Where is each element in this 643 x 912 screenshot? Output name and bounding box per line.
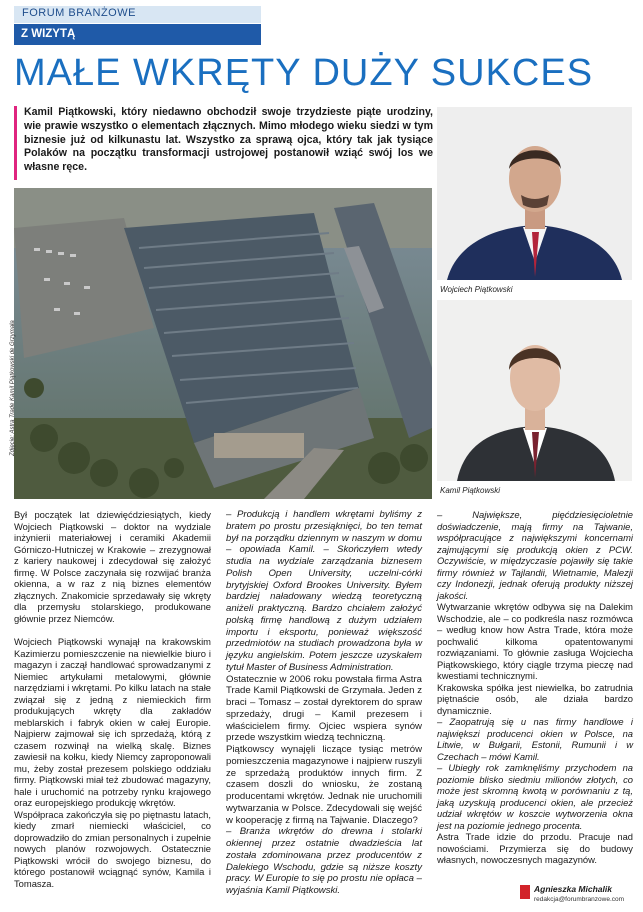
author-name: Agnieszka Michalik [534,884,612,894]
caption-wojciech: Wojciech Piątkowski [440,285,513,294]
article-column-3 [437,509,633,866]
author-accent-mark [520,885,530,899]
portrait-kamil-photo [437,300,632,481]
caption-kamil: Kamil Piątkowski [440,486,501,495]
paragraph: Był początek lat dziewięćdziesiątych, kiedy Wojciech Piątkowski – doktor na wydziale inżynierii materiałowej i ceramiki Akademii Górniczo-Hutniczej w Krakowie – zrezygnował z kariery naukowej i zdecydował się założyć firmę. W Polsce zaczynała się rozwijać branża okienna, a w raz z nią biznes elementów złącznych. Znakomicie sprzedawały się wkręty dla przemysłu stolarskiego, produkowane głównie przez Niemców. [14,509,211,624]
paragraph: Astra Trade idzie do przodu. Pracuje nad nowościami. Przymierza się do budowy własnych, nowoczesnych magazynów. [437,831,633,865]
paragraph: – Ubiegły rok zamknęliśmy przychodem na poziomie blisko siedmiu milionów złotych, co może jest skromną kwotą w porównaniu z tą, jaką uzyskują producenci okien, ale przecież udział wkrętów w koszcie wytworzenia okna jest na poziomie jednego procenta. [437,762,633,831]
aerial-factory-photo [14,188,432,499]
article-column-2 [226,509,422,897]
paragraph: Krakowska spółka jest niewielka, bo zatrudnia piętnaście osób, ale działa bardzo dynamicznie. [437,681,633,716]
paragraph: – Branża wkrętów do drewna i stolarki okiennej przez ostatnie dwadzieścia lat została zdominowana przez producentów z Dalekiego Wschodu, gdzie są niższe koszty pracy. W Europie to się po prostu nie opłaca – wyjaśnia Kamil Piątkowski. [226,826,422,896]
article-column-1 [14,509,211,889]
portrait-wojciech-photo [437,107,632,280]
author-email: redakcja@forumbranzowe.com [534,896,625,903]
paragraph: – Zaopatrują się u nas firmy handlowe i największi producenci okien w Polsce, na Litwie, w Bułgarii, Estonii, Rumunii i w Czechach – mówi Kamil. [437,716,633,762]
subsection-label: Z WIZYTĄ [21,28,76,40]
paragraph: Piątkowscy wynajęli liczące tysiąc metrów pomieszczenia magazynowe i najpierw ruszyli ze sprzedażą produktów innych firm. Z czasem doszli do wniosku, że zostaną producentami wkrętów. Jednak nie uruchomili wytwarzania w Polsce. Zdecydowali się wejść w kooperację z firmą na Tajwanie. Dlaczego? [226,744,422,826]
article-lead: Kamil Piątkowski, który niedawno obchodził swoje trzydzieste piąte urodziny, wie prawie wszystko o elementach złącznych. Mimo młodego wieku siedzi w tym biznesie już od kilkunastu lat. Wszystko za sprawą ojca, który tak jak tysiące Polaków na początku transformacji ustrojowej postanowił wziąć swój los we własne ręce. [24,106,433,174]
paragraph: – Produkcją i handlem wkrętami byliśmy z bratem po prostu przesiąknięci, bo ten temat był na porządku dziennym w naszym w domu – opowiada Kamil. – Skończyłem wtedy studia na wydziale zarządzania biznesem Polish Open University, uczelni-córki brytyjskiej Oxford Brookes University. Byłem bardziej naładowany wiedzą teoretyczną aniżeli praktyczną. Bardzo chciałem założyć polską firmę handlową z dużym udziałem importu i eksportu, ponieważ większość przedmiotów na studiach prowadzona była w języku angielskim. Potem jeszcze uzyskałem tytuł Master of Business Administration. [226,509,422,673]
paragraph: Współpraca zakończyła się po piętnastu latach, kiedy zmarł niemiecki właściciel, co doprowadziło do zmian personalnych i zupełnie nowych planów rozwojowych. Ostatecznie Piątkowski wrócił do swojego biznesu, do którego postanowił wciągnąć synów, Kamila i Tomasza. [14,808,211,889]
paragraph: Wojciech Piątkowski wynajął na krakowskim Kazimierzu pomieszczenie na niewielkie biuro i magazyn i zaczął handlować sprowadzanymi z Niemiec artykułami metalowymi, głównie narzędziami i wkrętami. Po kilku latach na stałe związał się z jedną z niemieckich firm produkujących wkręty dla zakładów meblarskich i fabryk okien w całej Europie. Najpierw zajmował się ich sprzedażą, którą z czasem rozwinął na wielką skalę. Biznes zawiesił na kołku, kiedy Niemcy zaproponowali mu, żeby został prezesem polskiego oddziału firmy. Piątkowski miał też zbudować magazyny, hale i uruchomić na potrzeby rynku krajowego oraz europejskiego produkcję wkrętów. [14,636,211,808]
paragraph: – Największe, pięćdziesięcioletnie doświadczenie, mają firmy na Tajwanie, współpracujące z największymi koncernami zajmującymi się produkcją okien z PCW. Oczywiście, w międzyczasie pojawiły się takie firmy również w Tajlandii, Wietnamie, Malezji czy Indonezji, jednak oferują produkty niższej jakości. [437,509,633,601]
paragraph: Wytwarzanie wkrętów odbywa się na Dalekim Wschodzie, ale – co podkreśla nasz rozmówca – według know how Astra Trade, która może pochwalić kilkoma opatentowanymi rozwiązaniami. To głównie zasługa Wojciecha Piątkowskiego, który ciągle trzyma pieczę nad kwestiami technicznymi. [437,601,633,681]
section-label: FORUM BRANŻOWE [22,7,136,19]
paragraph: Ostatecznie w 2006 roku powstała firma Astra Trade Kamil Piątkowski de Grzymała. Jeden z braci – Tomasz – został dyrektorem do spraw sprzedaży, drugi – Kamil prezesem i właścicielem firmy. Ojciec wspiera synów przede wszystkim wiedzą techniczną. [226,673,422,744]
photo-credit-text: Zdjęcie: Astra Trade Kamil Piątkowski de Grzymała [10,320,16,456]
article-headline: MAŁE WKRĘTY DUŻY SUKCES [14,52,594,94]
